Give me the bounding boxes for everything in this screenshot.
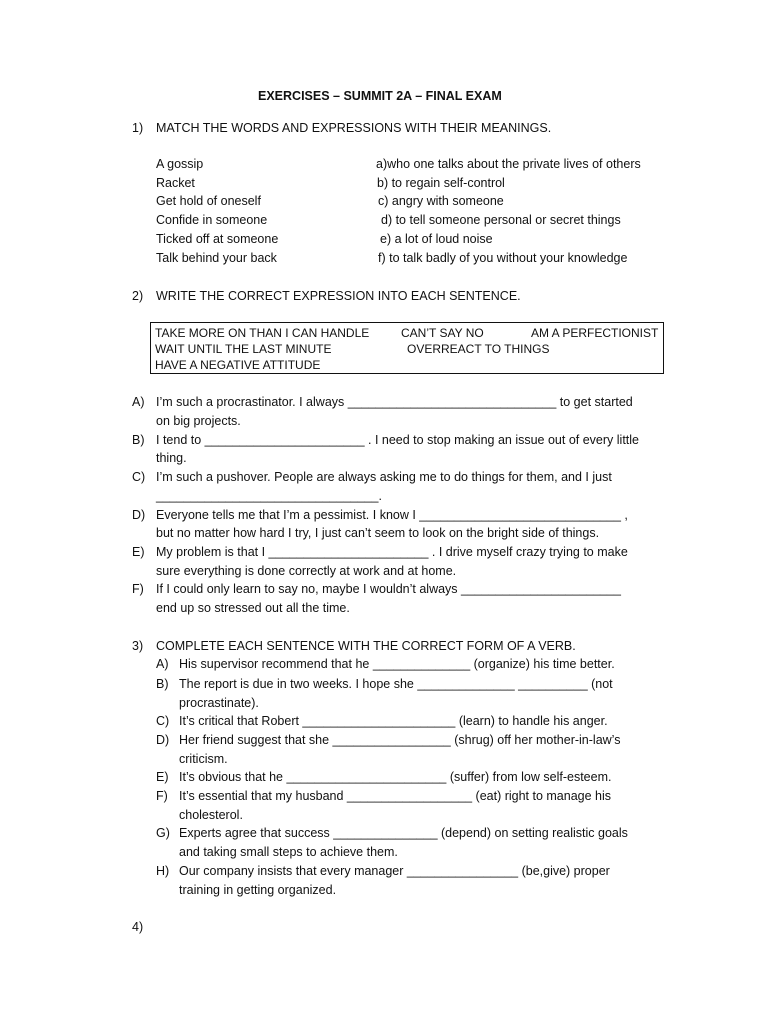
item-text: My problem is that I _______________________ . I drive myself crazy trying to make [156,545,628,559]
match-word: Racket [156,176,195,190]
item-text: If I could only learn to say no, maybe I wouldn’t always _______________________ [156,582,621,596]
item-text: procrastinate). [179,696,259,710]
match-word: Confide in someone [156,213,268,227]
section-3-heading: COMPLETE EACH SENTENCE WITH THE CORRECT FORM OF A VERB. [156,639,576,653]
item-text: It’s critical that Robert ______________________ (learn) to handle his anger. [179,714,608,728]
item-text: It’s essential that my husband __________________ (eat) right to manage his [179,789,612,803]
match-meaning: b) to regain self-control [377,176,505,190]
expression-option: TAKE MORE ON THAN I CAN HANDLE [155,326,370,340]
item-text: I’m such a pushover. People are always asking me to do things for them, and I just [156,470,612,484]
item-text: end up so stressed out all the time. [156,601,350,615]
item-letter: F) [156,789,168,803]
item-letter: B) [156,677,169,691]
expression-option: WAIT UNTIL THE LAST MINUTE [155,342,332,356]
item-letter: A) [132,395,145,409]
match-word: A gossip [156,157,204,171]
item-letter: E) [156,770,169,784]
match-meaning: a)who one talks about the private lives of others [376,157,641,171]
item-letter: C) [156,714,170,728]
expression-option: CAN’T SAY NO [401,326,484,340]
expression-option: OVERREACT TO THINGS [407,342,550,356]
item-text: but no matter how hard I try, I just can’t seem to look on the bright side of things. [156,526,600,540]
item-letter: A) [156,657,169,671]
item-letter: C) [132,470,146,484]
match-meaning: e) a lot of loud noise [380,232,493,246]
item-text: The report is due in two weeks. I hope she ______________ __________ (not [179,677,613,691]
item-letter: D) [132,508,146,522]
match-word: Talk behind your back [156,251,277,265]
section-3-number: 3) [132,639,144,653]
item-text: Experts agree that success _______________ (depend) on setting realistic goals [179,826,628,840]
section-1-heading: MATCH THE WORDS AND EXPRESSIONS WITH THEIR MEANINGS. [156,121,552,135]
item-text: training in getting organized. [179,883,337,897]
expression-option: HAVE A NEGATIVE ATTITUDE [155,358,321,372]
match-meaning: d) to tell someone personal or secret things [381,213,621,227]
item-text: on big projects. [156,414,241,428]
match-meaning: c) angry with someone [378,194,504,208]
item-text: Everyone tells me that I’m a pessimist. I know I _____________________________ , [156,508,628,522]
item-text: Her friend suggest that she _________________ (shrug) off her mother-in-law’s [179,733,621,747]
item-text: Our company insists that every manager ________________ (be,give) proper [179,864,610,878]
item-text: ________________________________. [156,489,382,503]
item-text: sure everything is done correctly at work and at home. [156,564,457,578]
item-text: His supervisor recommend that he ______________ (organize) his time better. [179,657,615,671]
item-text: criticism. [179,752,228,766]
section-2-heading: WRITE THE CORRECT EXPRESSION INTO EACH SENTENCE. [156,289,521,303]
match-word: Ticked off at someone [156,232,279,246]
page-title: EXERCISES – SUMMIT 2A – FINAL EXAM [258,89,502,103]
item-letter: D) [156,733,170,747]
section-1-number: 1) [132,121,144,135]
section-2-number: 2) [132,289,144,303]
match-meaning: f) to talk badly of you without your knowledge [378,251,628,265]
item-letter: F) [132,582,144,596]
expression-option: AM A PERFECTIONIST [531,326,659,340]
item-text: I tend to _______________________ . I need to stop making an issue out of every little [156,433,639,447]
item-text: and taking small steps to achieve them. [179,845,398,859]
item-letter: E) [132,545,145,559]
item-letter: G) [156,826,170,840]
item-text: It’s obvious that he _______________________ (suffer) from low self-esteem. [179,770,612,784]
expression-word-box [150,322,664,374]
item-letter: H) [156,864,170,878]
item-text: I’m such a procrastinator. I always ______________________________ to get started [156,395,633,409]
section-4-number: 4) [132,920,144,934]
match-word: Get hold of oneself [156,194,261,208]
item-letter: B) [132,433,145,447]
item-text: thing. [156,451,187,465]
item-text: cholesterol. [179,808,243,822]
